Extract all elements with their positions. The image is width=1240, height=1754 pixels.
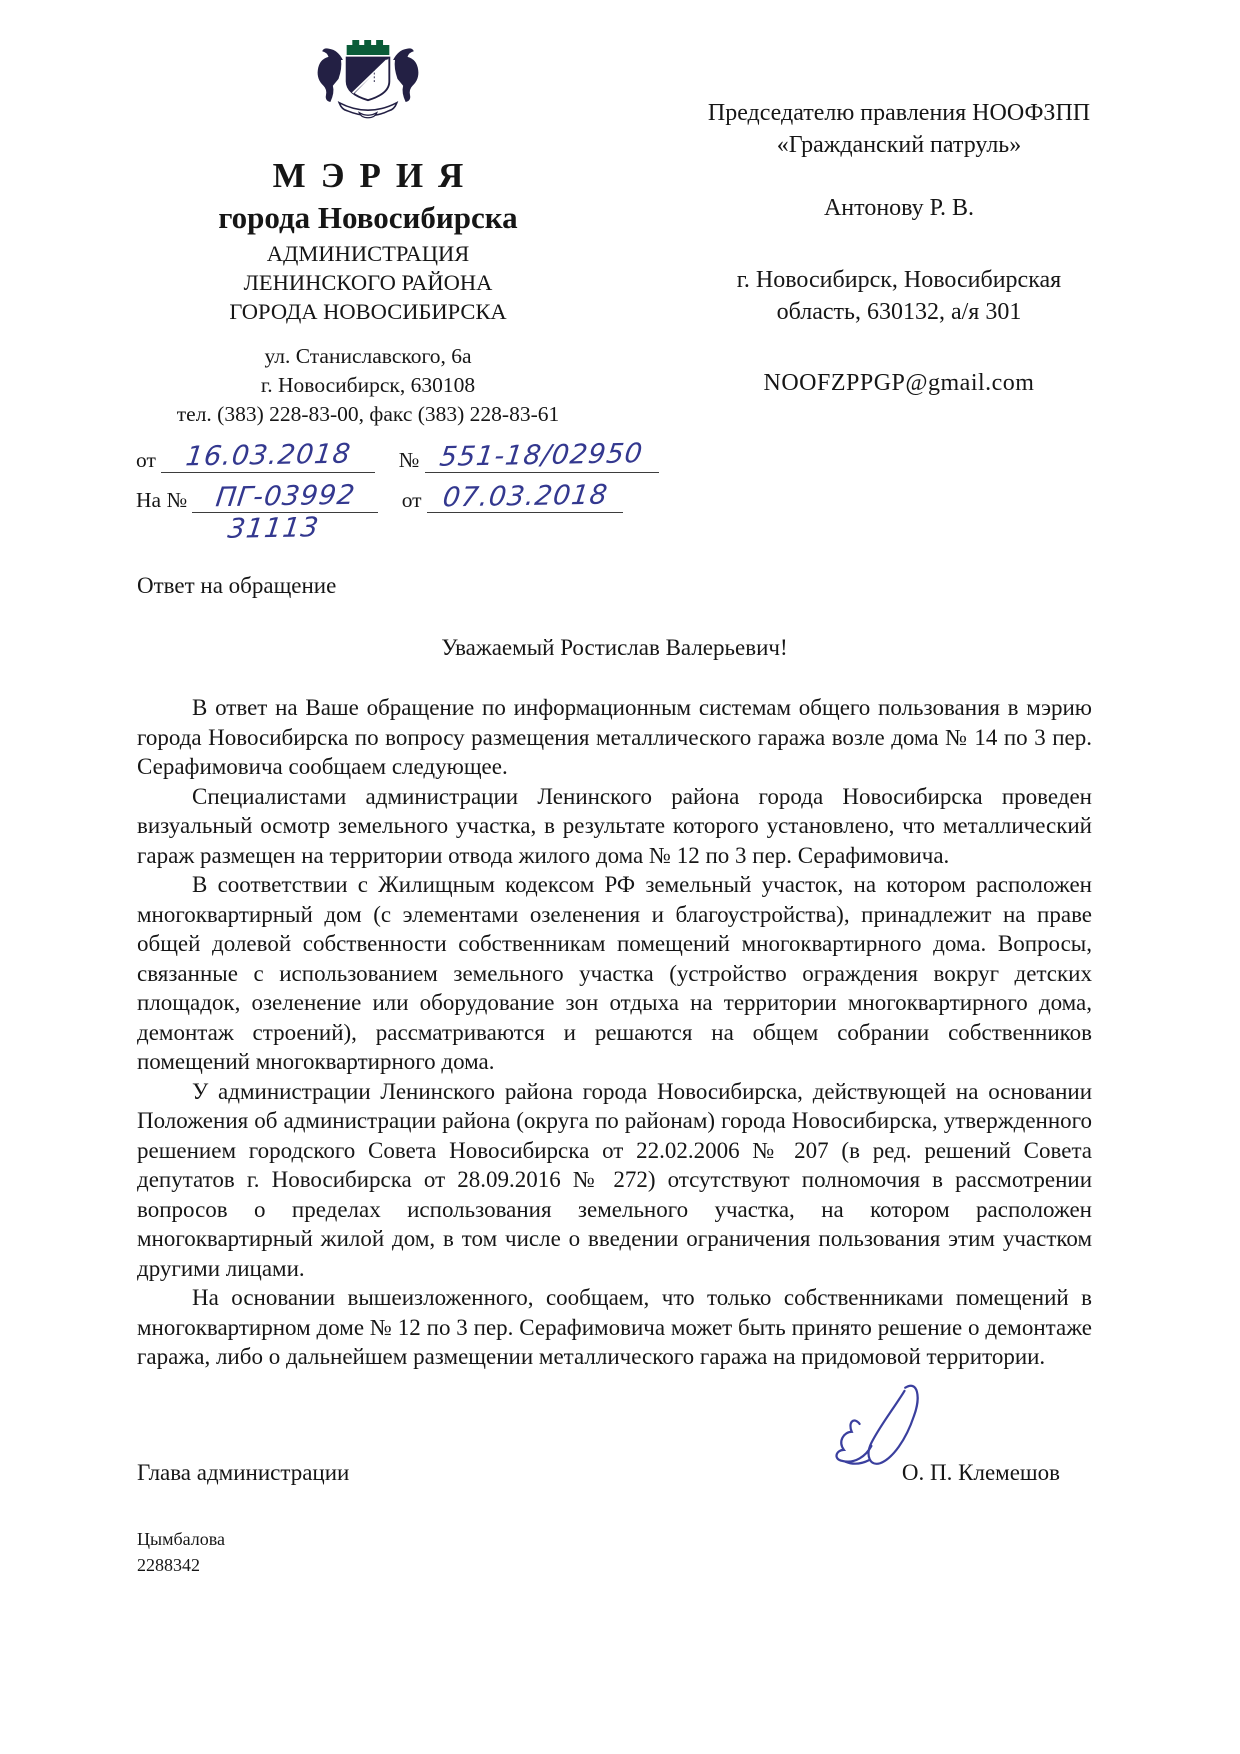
letter-body [137,693,1092,1372]
dept-line: ГОРОДА НОВОСИБИРСКА [229,298,507,324]
ref-incoming-date: 07.03.2018 [440,479,610,513]
letterhead-org-block [118,36,646,545]
recipient-email: NOOFZPPGP@gmail.com [763,370,1035,397]
ref-reply-label: На № [136,487,187,512]
recipient-address-line1: г. Новосибирск, Новосибирская [736,267,1062,294]
mural-crown [347,40,390,55]
ref-reply-date-label: от [401,487,422,512]
signature-name: О. П. Клемешов [901,1459,1060,1485]
right-supporter [393,48,418,102]
letterhead [0,0,1240,543]
reference-block [118,438,646,545]
body-paragraph: На основании вышеизложенного, сообщаем, что только собственниками помещений в многоквартирном доме № 12 по 3 пер. Серафимовича может быть принято решение о демонтаже гаража, либо о дальнейшем размещении металлического гаража на придомовой территории. [137,1285,1092,1370]
body-paragraph: У администрации Ленинского района города Новосибирска, действующей на основании Положения об администрации района (округа по районам) города Новосибирска, утвержденного решением городского Совета Новосибирска от 22.02.2006 № 207 (в ред. решений Совета депутатов г. Новосибирска от 28.09.2016 № 272) отсутствуют полномочия в рассмотрении вопросов о пределах использования земельного участка, на котором расположен многоквартирный жилой дом, в том числе о введении ограничения пользования этим участком другими лицами. [137,1078,1092,1281]
ref-number-label: № [398,447,420,472]
ref-from-label: от [136,447,156,472]
body-paragraph: Специалистами администрации Ленинского района города Новосибирска проведен визуальный осмотр земельного участка, в результате которого установлено, что металлический гараж размещен на территории отвода жилого дома № 12 по 3 пер. Серафимовича. [137,783,1092,868]
recipient-address-line2: область, 630132, а/я 301 [776,298,1022,325]
left-supporter [318,48,343,102]
org-title: МЭРИЯ [272,156,479,195]
dept-line: ЛЕНИНСКОГО РАЙОНА [243,269,493,295]
executor-block [137,1526,1092,1578]
subject-line: Ответ на обращение [137,573,337,599]
executor-name: Цымбалова [137,1528,226,1549]
recipient-block [618,36,1180,543]
body-paragraph: В ответ на Ваше обращение по информационным системам общего пользования в мэрию города Новосибирска по вопросу размещения металлического гаража возле дома № 14 по 3 пер. Серафимовича сообщаем следующее. [137,695,1092,780]
ref-outgoing-number: 551-18/02950 [438,438,646,473]
ribbon [339,103,397,116]
ref-incoming-number: ПГ-03992 [213,479,357,513]
org-address-line: ул. Станиславского, 6а [264,344,472,369]
org-address-line: г. Новосибирск, 630108 [260,372,476,397]
dept-line: АДМИНИСТРАЦИЯ [266,241,470,266]
recipient-org-line1: Председателю правления НООФЗПП [707,100,1091,126]
body-paragraph: В соответствии с Жилищным кодексом РФ земельный участок, на котором расположен многоквартирный дом (с элементами озеленения и благоустройства), принадлежит на праве общей долевой собственности собственникам помещений многоквартирного дома. Вопросы, связанные с использованием земельного участка (устройство ограждения вокруг детских площадок, озеленение или оборудование зон отдыха на территории многоквартирного дома, демонтаж строений), рассматриваются и решаются на общем собрании собственников помещений многоквартирного дома. [137,872,1092,1075]
signature-position: Глава администрации [137,1459,350,1485]
org-phone-line: тел. (383) 228-83-00, факс (383) 228-83-61 [176,401,560,426]
ref-outgoing-date: 16.03.2018 [183,438,353,473]
org-subtitle: города Новосибирска [218,200,518,235]
signature-row [137,1446,1092,1486]
salutation: Уважаемый Ростислав Валерьевич! [441,635,788,661]
recipient-org-line2: «Гражданский патруль» [776,131,1022,158]
recipient-name: Антонову Р. В. [823,195,975,222]
executor-phone: 2288342 [137,1554,200,1575]
coat-of-arms-icon [299,36,437,148]
ref-stamp-number: 31113 [226,512,322,545]
